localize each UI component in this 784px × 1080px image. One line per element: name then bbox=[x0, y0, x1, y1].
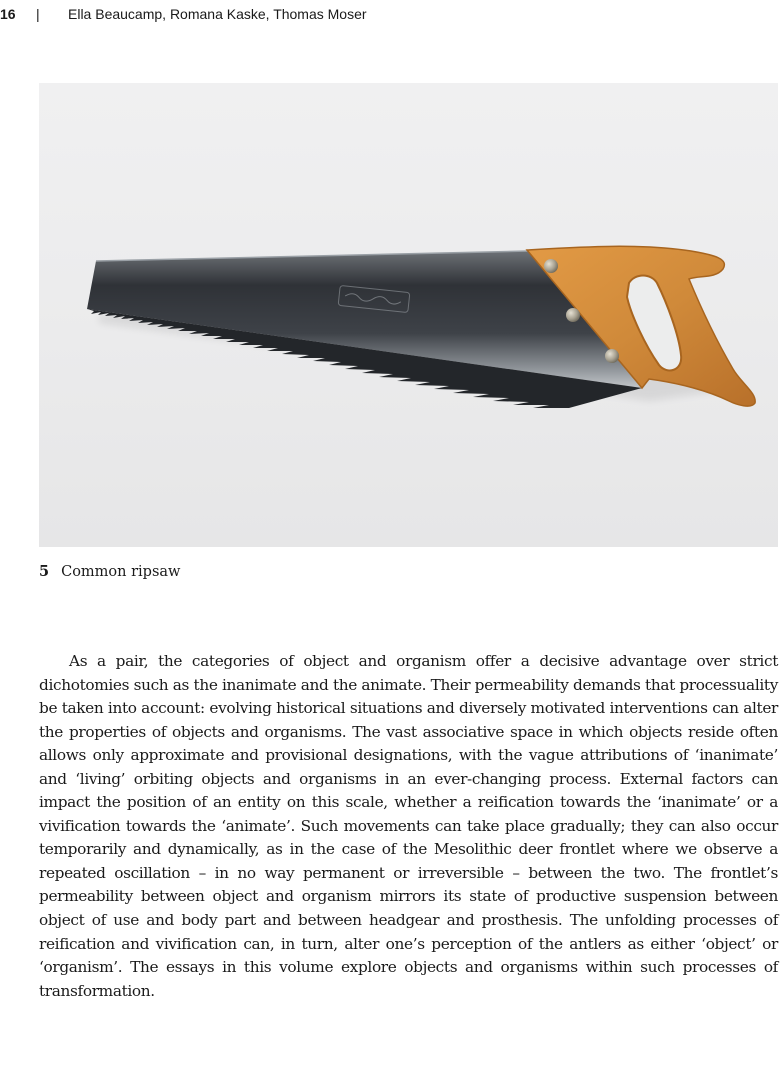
rivet-3 bbox=[605, 349, 619, 363]
page-number: 16 bbox=[0, 6, 16, 22]
figure-caption bbox=[39, 562, 180, 582]
rivet-2 bbox=[566, 308, 580, 322]
rivet-1 bbox=[544, 259, 558, 273]
body-paragraph: As a pair, the categories of object and organism offer a decisive advantage over strict dichotomies such as the inanimate and the animate. Their permeability demands that processuality be taken into account: evolving historical situations and diversely motivated interventions can alter the properties of objects and organisms. The vast associative space in which objects reside often allows only approximate and provisional designations, with the vague attributions of ‘inanimate’ and ‘living’ orbiting objects and organisms in an ever-changing process. External factors can impact the position of an entity on this scale, whether a reification towards the ‘inanimate’ or a vivification towards the ‘animate’. Such movements can take place gradually; they can also occur temporarily and dynamically, as in the case of the Mesolithic deer frontlet where we observe a repeated oscillation – in no way permanent or irreversible – between the two. The frontlet’s permeability between object and organism mirrors its state of productive suspension between object of use and body part and between headgear and prosthesis. The unfolding processes of reification and vivification can, in turn, alter one’s perception of the antlers as either ‘object’ or ‘organism’. The essays in this volume explore objects and organisms within such processes of transformation. bbox=[39, 652, 778, 1000]
header-separator: | bbox=[36, 6, 40, 22]
ripsaw-image bbox=[39, 83, 778, 547]
figure-number: 5 bbox=[39, 563, 50, 580]
figure-photo bbox=[39, 83, 778, 547]
header-authors: Ella Beaucamp, Romana Kaske, Thomas Moser bbox=[68, 6, 367, 22]
figure-caption-text: Common ripsaw bbox=[61, 564, 181, 580]
